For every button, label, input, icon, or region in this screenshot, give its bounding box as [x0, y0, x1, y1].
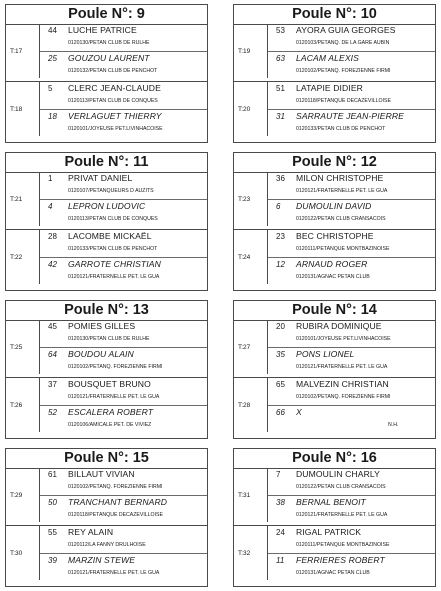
- player-row: [268, 199, 435, 227]
- player-name: VERLAGUET THIERRY: [68, 111, 162, 121]
- player-club: N.H.: [388, 422, 399, 428]
- player-club: 0120130/PETAN CLUB DE RULHE: [68, 336, 150, 342]
- match: [234, 172, 435, 226]
- player-row: [40, 257, 207, 285]
- terrain-label: T:32: [234, 526, 268, 580]
- poule-title: Poule N°: 12: [234, 153, 435, 173]
- player-number: 50: [48, 498, 57, 507]
- poule-card-13: [5, 300, 208, 439]
- poule-card-11: [5, 152, 208, 291]
- terrain-label: T:24: [234, 230, 268, 284]
- player-name: LACAM ALEXIS: [296, 53, 359, 63]
- player-number: 39: [48, 556, 57, 565]
- player-name: SARRAUTE JEAN-PIERRE: [296, 111, 405, 121]
- player-name: BEC CHRISTOPHE: [296, 231, 374, 241]
- player-number: 63: [276, 54, 285, 63]
- match: [6, 320, 207, 374]
- player-name: BERNAL BENOIT: [296, 497, 366, 507]
- player-row: [40, 405, 207, 433]
- player-row: [40, 468, 207, 495]
- player-row: [40, 51, 207, 79]
- player-row: [40, 347, 207, 375]
- poule-title: Poule N°: 15: [6, 449, 207, 469]
- match: [234, 229, 435, 284]
- player-number: 20: [276, 322, 285, 331]
- player-club: 0120113/PETAN CLUB DE CONQUES: [68, 98, 158, 104]
- terrain-label: T:25: [6, 320, 40, 374]
- player-club: 0120131/AGNAC PETAN CLUB: [296, 274, 370, 280]
- player-name: X: [296, 407, 302, 417]
- player-club: 0120102/PETANQ. FOREZIENNE FIRMI: [68, 364, 163, 370]
- player-number: 45: [48, 322, 57, 331]
- player-name: POMIES GILLES: [68, 321, 136, 331]
- player-club: 0120121/FRATERNELLE PET. LE GUA: [296, 188, 388, 194]
- player-name: GARROTE CHRISTIAN: [68, 259, 161, 269]
- player-number: 18: [48, 112, 57, 121]
- player-row: [40, 230, 207, 257]
- player-number: 12: [276, 260, 285, 269]
- poule-title: Poule N°: 14: [234, 301, 435, 321]
- terrain-label: T:22: [6, 230, 40, 284]
- match: [234, 320, 435, 374]
- terrain-label: T:20: [234, 82, 268, 136]
- player-name: LEPRON LUDOVIC: [68, 201, 146, 211]
- match: [6, 81, 207, 136]
- player-name: ARNAUD ROGER: [296, 259, 368, 269]
- player-club: 0120121/FRATERNELLE PET. LE GUA: [68, 274, 160, 280]
- player-number: 31: [276, 112, 285, 121]
- match: [6, 468, 207, 522]
- terrain-label: T:19: [234, 24, 268, 78]
- player-name: MARZIN STEWE: [68, 555, 136, 565]
- player-row: [268, 495, 435, 523]
- poule-card-10: [233, 4, 436, 143]
- player-number: 24: [276, 528, 285, 537]
- player-club: 0120102/PETANQ. FOREZIENNE FIRMI: [296, 394, 391, 400]
- player-name: MALVEZIN CHRISTIAN: [296, 379, 389, 389]
- player-club: 0120118/PETANQUE DECAZEVILLOISE: [296, 98, 391, 104]
- match: [6, 377, 207, 432]
- player-row: [268, 82, 435, 109]
- player-row: [268, 172, 435, 199]
- player-row: [268, 378, 435, 405]
- player-club: 0120133/PETAN CLUB DE PENCHOT: [68, 246, 158, 252]
- player-row: [40, 199, 207, 227]
- player-club: 0120121/FRATERNELLE PET. LE GUA: [68, 394, 160, 400]
- terrain-label: T:21: [6, 172, 40, 226]
- player-row: [268, 405, 435, 433]
- player-row: [40, 109, 207, 137]
- player-number: 51: [276, 84, 285, 93]
- player-club: 0120112/LA FANNY DRULHOISE: [68, 542, 146, 548]
- match: [6, 525, 207, 580]
- player-row: [268, 468, 435, 495]
- poule-title: Poule N°: 9: [6, 5, 207, 25]
- player-name: FERRIERES ROBERT: [296, 555, 385, 565]
- player-row: [40, 495, 207, 523]
- player-club: 0120121/FRATERNELLE PET. LE GUA: [296, 512, 388, 518]
- player-row: [268, 320, 435, 347]
- player-club: 0120111/PETANQUE MONTBAZINOISE: [296, 246, 390, 252]
- player-number: 23: [276, 232, 285, 241]
- player-club: 0120122/PETAN CLUB CRANSACOIS: [296, 484, 386, 490]
- terrain-label: T:31: [234, 468, 268, 522]
- terrain-label: T:26: [6, 378, 40, 432]
- player-number: 25: [48, 54, 57, 63]
- match: [234, 24, 435, 78]
- player-row: [268, 109, 435, 137]
- player-row: [268, 347, 435, 375]
- player-name: ESCALERA ROBERT: [68, 407, 154, 417]
- player-row: [40, 172, 207, 199]
- player-name: LATAPIE DIDIER: [296, 83, 363, 93]
- player-number: 64: [48, 350, 57, 359]
- player-club: 0120121/FRATERNELLE PET. LE GUA: [68, 570, 160, 576]
- player-name: TRANCHANT BERNARD: [68, 497, 168, 507]
- player-row: [40, 526, 207, 553]
- terrain-label: T:18: [6, 82, 40, 136]
- player-name: CLERC JEAN-CLAUDE: [68, 83, 161, 93]
- player-number: 5: [48, 84, 53, 93]
- player-number: 38: [276, 498, 285, 507]
- player-name: AYORA GUIA GEORGES: [296, 25, 396, 35]
- poule-card-15: [5, 448, 208, 587]
- poule-card-16: [233, 448, 436, 587]
- player-row: [268, 257, 435, 285]
- player-club: 0120133/PETAN CLUB DE PENCHOT: [296, 126, 386, 132]
- player-number: 55: [48, 528, 57, 537]
- player-number: 4: [48, 202, 53, 211]
- player-club: 0120132/PETAN CLUB DE PENCHOT: [68, 68, 158, 74]
- player-number: 44: [48, 26, 57, 35]
- player-row: [40, 378, 207, 405]
- player-name: BILLAUT VIVIAN: [68, 469, 135, 479]
- player-club: 0120102/PETANQ. FOREZIENNE FIRMI: [68, 484, 163, 490]
- player-name: DUMOULIN CHARLY: [296, 469, 380, 479]
- player-club: 0120103/PETANQ. DE LA GARE AUBIN: [296, 40, 390, 46]
- player-club: 0120101/JOYEUSE PET.LIVINHACOISE: [68, 126, 163, 132]
- player-name: BOUDOU ALAIN: [68, 349, 134, 359]
- player-club: 0120111/PETANQUE MONTBAZINOISE: [296, 542, 390, 548]
- player-club: 0120102/PETANQ. FOREZIENNE FIRMI: [296, 68, 391, 74]
- player-number: 65: [276, 380, 285, 389]
- player-club: 0120101/JOYEUSE PET.LIVINHACOISE: [296, 336, 391, 342]
- player-row: [40, 553, 207, 581]
- poule-card-14: [233, 300, 436, 439]
- player-name: MILON CHRISTOPHE: [296, 173, 384, 183]
- player-number: 7: [276, 470, 281, 479]
- player-number: 52: [48, 408, 57, 417]
- poule-title: Poule N°: 10: [234, 5, 435, 25]
- poule-title: Poule N°: 11: [6, 153, 207, 173]
- match: [6, 24, 207, 78]
- player-name: PRIVAT DANIEL: [68, 173, 133, 183]
- player-club: 0120130/PETAN CLUB DE RULHE: [68, 40, 150, 46]
- player-row: [268, 24, 435, 51]
- player-row: [268, 526, 435, 553]
- player-row: [40, 24, 207, 51]
- player-club: 0120107/PETANQUEURS D AUZITS: [68, 188, 154, 194]
- terrain-label: T:27: [234, 320, 268, 374]
- player-number: 53: [276, 26, 285, 35]
- player-number: 11: [276, 556, 285, 565]
- player-name: PONS LIONEL: [296, 349, 355, 359]
- player-name: RIGAL PATRICK: [296, 527, 362, 537]
- match: [234, 525, 435, 580]
- player-name: BOUSQUET BRUNO: [68, 379, 151, 389]
- match: [234, 377, 435, 432]
- terrain-label: T:29: [6, 468, 40, 522]
- player-number: 37: [48, 380, 57, 389]
- player-club: 0120121/FRATERNELLE PET. LE GUA: [296, 364, 388, 370]
- player-number: 28: [48, 232, 57, 241]
- player-club: 0120118/PETANQUE DECAZEVILLOISE: [68, 512, 163, 518]
- player-club: 0120122/PETAN CLUB CRANSACOIS: [296, 216, 386, 222]
- player-row: [268, 230, 435, 257]
- player-row: [268, 553, 435, 581]
- player-name: LUCHE PATRICE: [68, 25, 137, 35]
- player-club: 0120106/AMICALE PET. DE VIVIEZ: [68, 422, 152, 428]
- poule-title: Poule N°: 16: [234, 449, 435, 469]
- player-name: GOUZOU LAURENT: [68, 53, 150, 63]
- terrain-label: T:17: [6, 24, 40, 78]
- player-club: 0120113/PETAN CLUB DE CONQUES: [68, 216, 158, 222]
- poule-title: Poule N°: 13: [6, 301, 207, 321]
- player-row: [40, 82, 207, 109]
- terrain-label: T:28: [234, 378, 268, 432]
- player-number: 6: [276, 202, 281, 211]
- player-name: DUMOULIN DAVID: [296, 201, 372, 211]
- player-number: 1: [48, 174, 53, 183]
- match: [234, 468, 435, 522]
- match: [6, 172, 207, 226]
- match: [6, 229, 207, 284]
- player-row: [40, 320, 207, 347]
- player-club: 0120131/AGNAC PETAN CLUB: [296, 570, 370, 576]
- player-number: 42: [48, 260, 57, 269]
- player-name: RUBIRA DOMINIQUE: [296, 321, 382, 331]
- poule-card-9: [5, 4, 208, 143]
- match: [234, 81, 435, 136]
- player-number: 66: [276, 408, 285, 417]
- player-row: [268, 51, 435, 79]
- player-number: 35: [276, 350, 285, 359]
- player-name: REY ALAIN: [68, 527, 114, 537]
- terrain-label: T:23: [234, 172, 268, 226]
- player-name: LACOMBE MICKAËL: [68, 231, 152, 241]
- terrain-label: T:30: [6, 526, 40, 580]
- player-number: 61: [48, 470, 57, 479]
- player-number: 36: [276, 174, 285, 183]
- poule-card-12: [233, 152, 436, 291]
